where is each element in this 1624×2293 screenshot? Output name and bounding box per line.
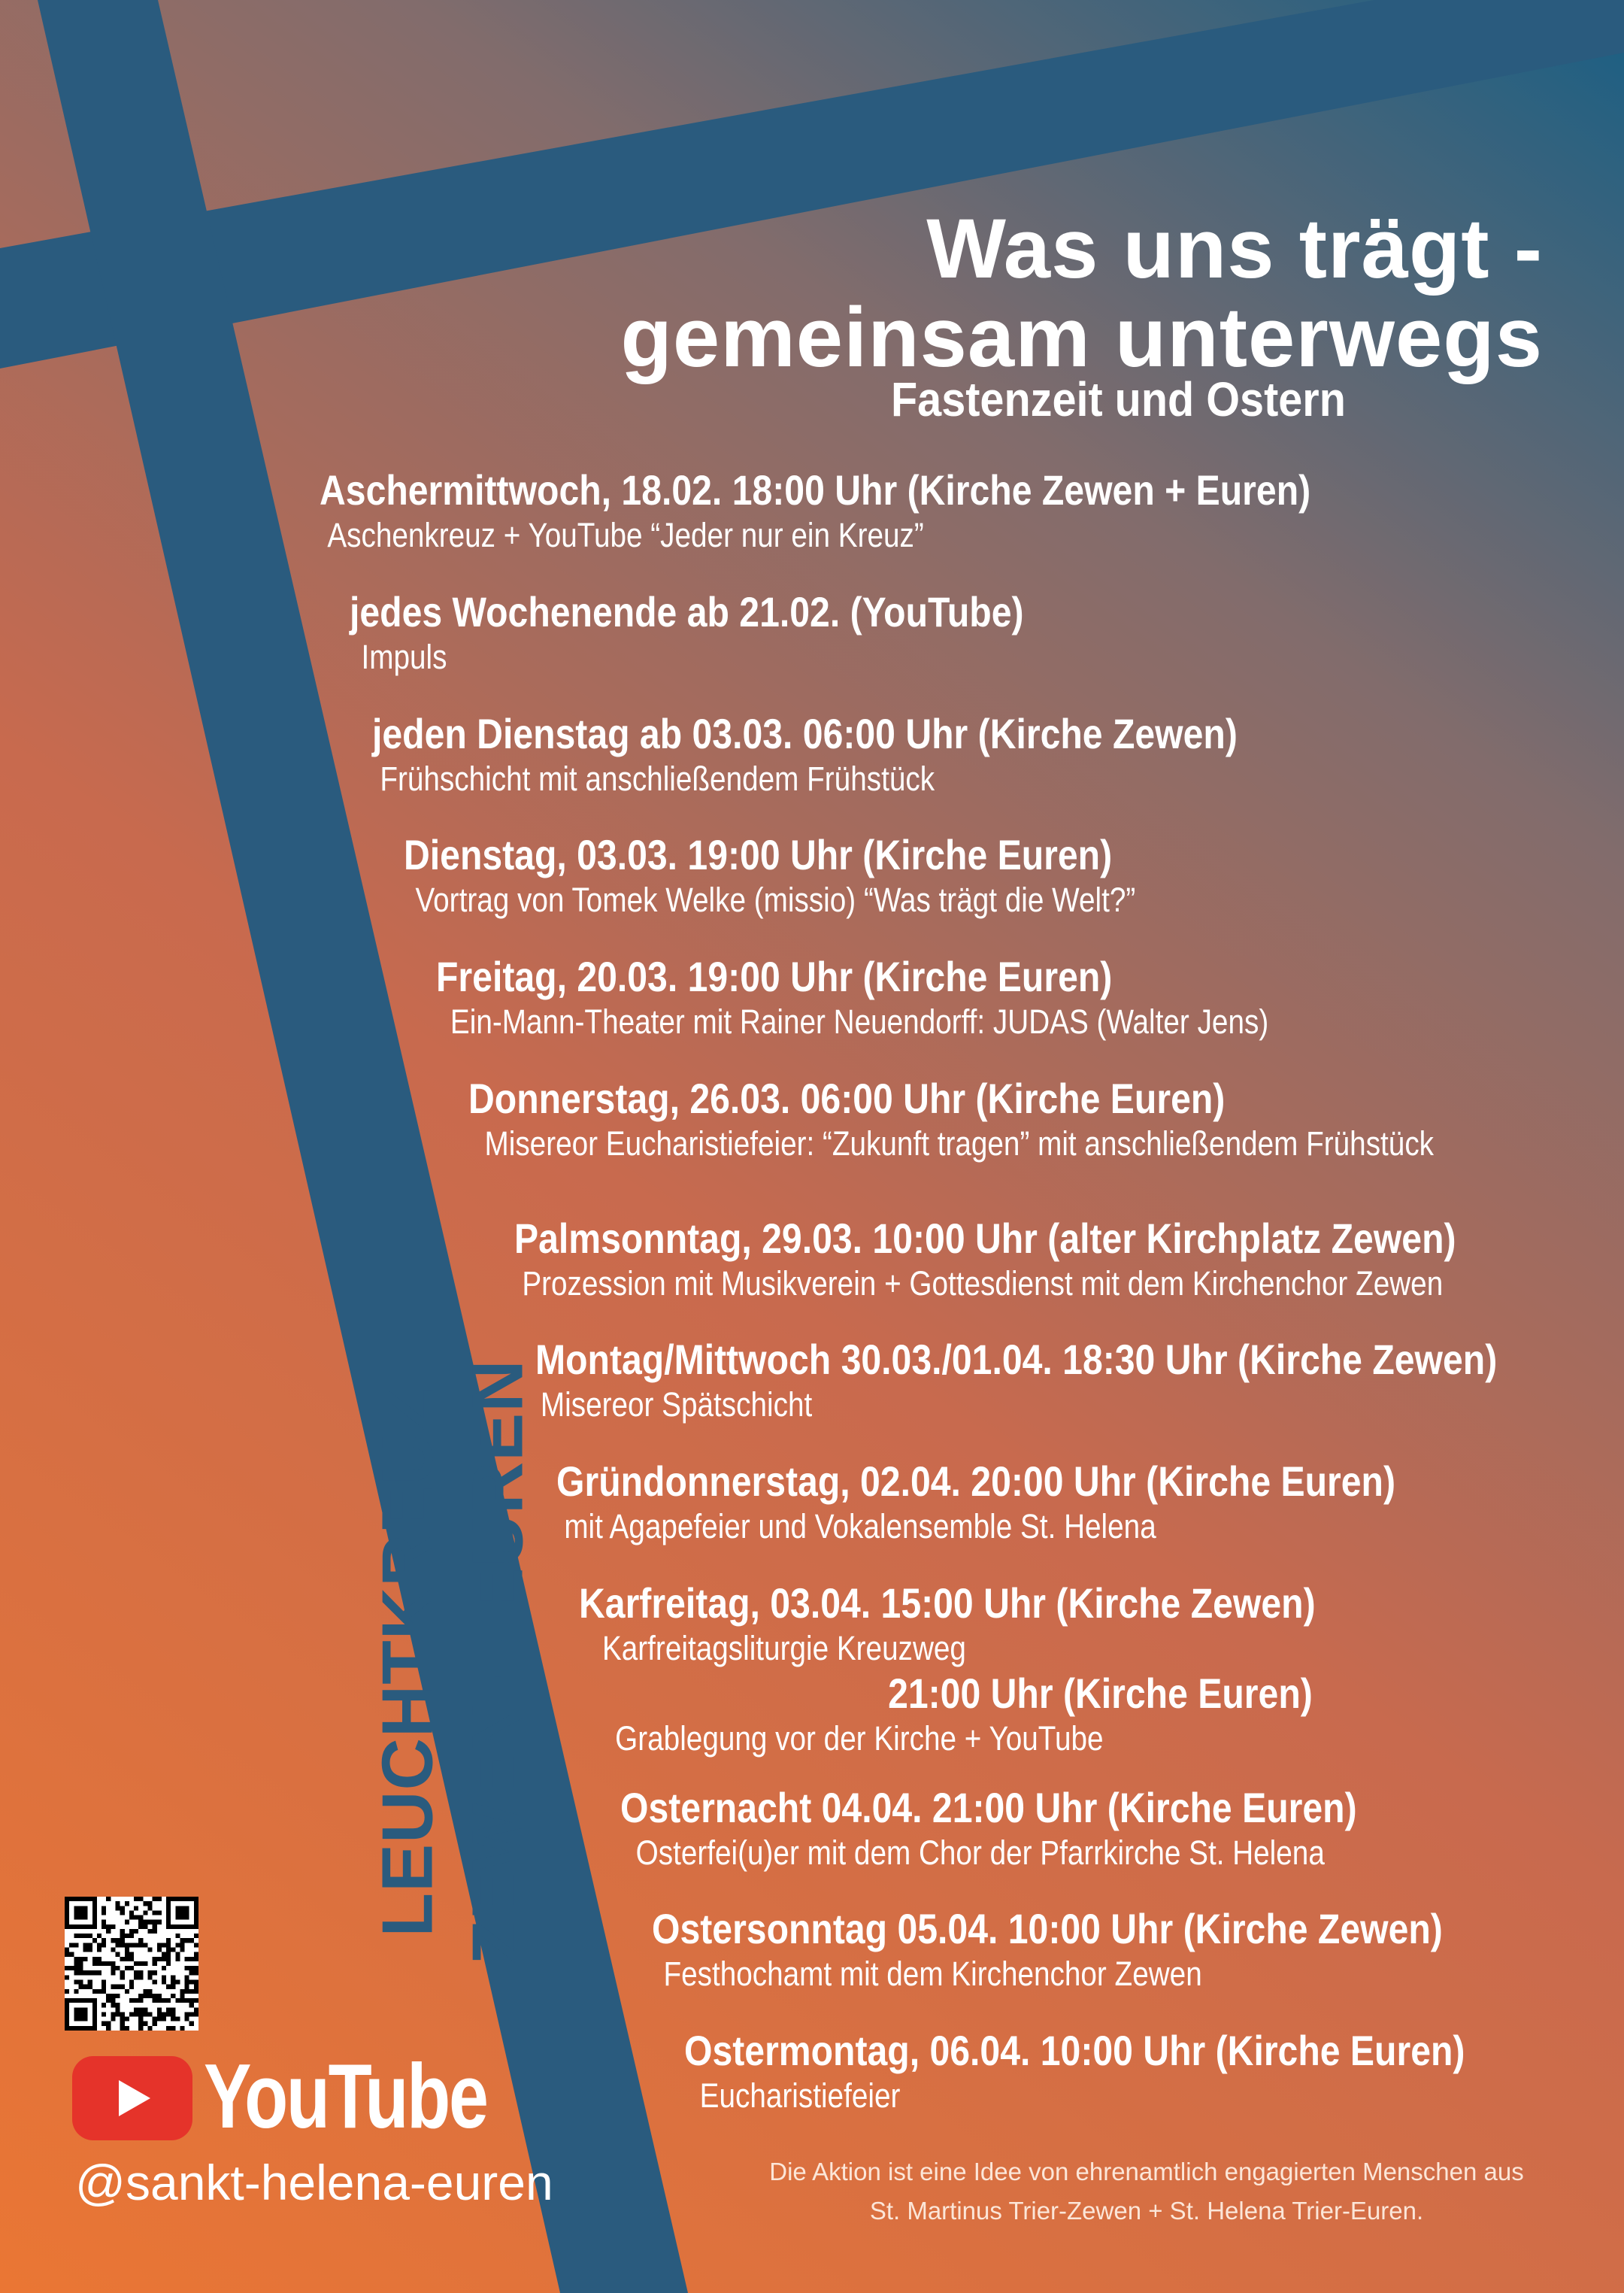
qr-code[interactable] xyxy=(65,1897,198,2031)
event-item xyxy=(535,1336,1497,1426)
event-detail: Vortrag von Tomek Welke (missio) “Was trägt die Welt?” xyxy=(415,881,1136,919)
event-item xyxy=(372,710,1238,800)
event-item xyxy=(320,466,1310,557)
event-item xyxy=(404,831,1135,921)
event-detail: mit Agapefeier und Vokalensemble St. Helena xyxy=(564,1507,1156,1545)
event-item xyxy=(436,953,1268,1043)
event-heading: Ostermontag, 06.04. 10:00 Uhr (Kirche Euren) xyxy=(684,2027,1465,2074)
event-detail: Aschenkreuz + YouTube “Jeder nur ein Kreuz” xyxy=(327,516,924,554)
event-item xyxy=(684,2027,1465,2117)
event-heading: Dienstag, 03.03. 19:00 Uhr (Kirche Euren) xyxy=(404,831,1113,878)
event-detail: Osterfei(u)er mit dem Chor der Pfarrkirche St. Helena xyxy=(635,1833,1325,1872)
event-detail: Misereor Eucharistiefeier: “Zukunft tragen” mit anschließendem Frühstück xyxy=(484,1124,1435,1163)
event-item xyxy=(620,1784,1357,1874)
page-subtitle: Fastenzeit und Ostern xyxy=(891,372,1346,426)
event-detail: Karfreitagsliturgie Kreuzweg xyxy=(601,1629,966,1667)
event-heading: Palmsonntag, 29.03. 10:00 Uhr (alter Kirchplatz Zewen) xyxy=(514,1215,1456,1262)
qr-code-pattern xyxy=(65,1897,198,2031)
event-heading: jedes Wochenende ab 21.02. (YouTube) xyxy=(350,588,1024,635)
footer-line-1: Die Aktion ist eine Idee von ehrenamtlich engagierten Menschen aus xyxy=(769,2158,1524,2185)
event-heading: Gründonnerstag, 02.04. 20:00 Uhr (Kirche Euren) xyxy=(556,1457,1396,1505)
side-title-line-2: ZEWEN + EUREN xyxy=(457,1359,538,1965)
event-item xyxy=(579,1579,1316,1760)
event-detail-second: Grablegung vor der Kirche + YouTube xyxy=(615,1719,1104,1758)
event-detail: Impuls xyxy=(361,638,447,676)
event-detail: Ein-Mann-Theater mit Rainer Neuendorff: JUDAS (Walter Jens) xyxy=(450,1002,1269,1041)
youtube-wordmark: YouTube xyxy=(204,2045,487,2147)
footer-line-2: St. Martinus Trier-Zewen + St. Helena Trier-Euren. xyxy=(869,2197,1424,2225)
event-heading-second: 21:00 Uhr (Kirche Euren) xyxy=(888,1670,1313,1717)
event-item xyxy=(652,1905,1443,1995)
event-detail: Frühschicht mit anschließendem Frühstück xyxy=(380,760,935,798)
side-title xyxy=(363,1359,544,1964)
event-heading: Ostersonntag 05.04. 10:00 Uhr (Kirche Zewen) xyxy=(652,1905,1443,1952)
page-title xyxy=(620,202,1544,384)
title-line-1: Was uns trägt - xyxy=(926,202,1543,296)
event-heading: Montag/Mittwoch 30.03./01.04. 18:30 Uhr (Kirche Zewen) xyxy=(535,1336,1498,1383)
event-detail: Eucharistiefeier xyxy=(699,2076,901,2115)
title-line-2: gemeinsam unterwegs xyxy=(620,290,1543,384)
event-heading: Donnerstag, 26.03. 06:00 Uhr (Kirche Euren) xyxy=(468,1075,1226,1122)
event-item xyxy=(514,1215,1456,1305)
event-heading: Karfreitag, 03.04. 15:00 Uhr (Kirche Zewen) xyxy=(579,1579,1316,1627)
event-heading: Freitag, 20.03. 19:00 Uhr (Kirche Euren) xyxy=(436,953,1113,1000)
side-title-line-1: LEUCHTKREUZ xyxy=(367,1387,448,1937)
event-item xyxy=(468,1075,1434,1165)
event-item xyxy=(350,588,1024,678)
youtube-handle[interactable]: @sankt-helena-euren xyxy=(75,2155,553,2210)
event-detail: Prozession mit Musikverein + Gottesdienst mit dem Kirchenchor Zewen xyxy=(522,1264,1444,1303)
event-heading: jeden Dienstag ab 03.03. 06:00 Uhr (Kirche Zewen) xyxy=(372,710,1238,757)
youtube-play-icon xyxy=(72,2056,192,2140)
event-heading: Osternacht 04.04. 21:00 Uhr (Kirche Euren) xyxy=(620,1784,1357,1831)
event-detail: Festhochamt mit dem Kirchenchor Zewen xyxy=(663,1955,1202,1993)
footer-note xyxy=(722,2152,1571,2231)
event-item xyxy=(556,1457,1395,1548)
event-detail: Misereor Spätschicht xyxy=(540,1385,813,1424)
event-heading: Aschermittwoch, 18.02. 18:00 Uhr (Kirche Zewen + Euren) xyxy=(320,466,1311,514)
